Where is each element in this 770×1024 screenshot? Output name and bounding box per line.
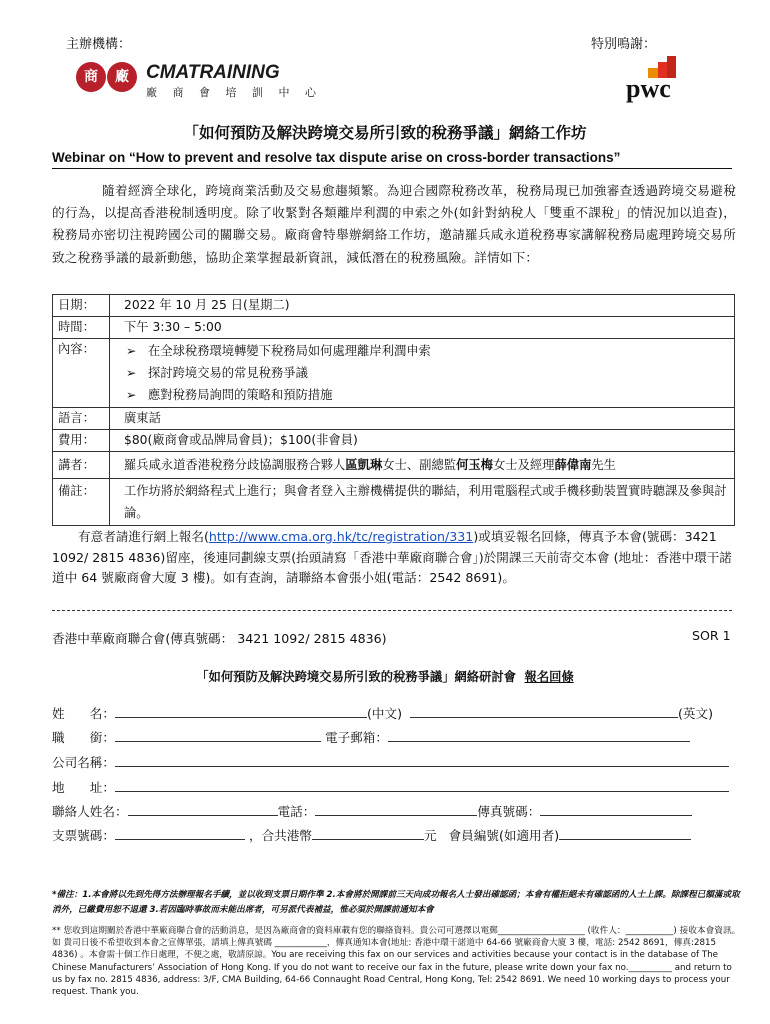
date-value: 2022 年 10 月 25 日(星期二) <box>110 295 735 317</box>
fee-label: 費用： <box>53 430 110 452</box>
fax-field[interactable] <box>540 802 692 816</box>
speaker-row <box>53 452 735 479</box>
speaker-name: 薛偉南 <box>554 458 592 472</box>
event-info-table <box>52 294 735 526</box>
title-underline <box>52 168 732 169</box>
form-title-tag: 報名回條 <box>524 670 574 684</box>
title-en: Webinar on “How to prevent and resolve tax dispute arise on cross-border transactions” <box>52 150 621 165</box>
cheque-label: 支票號碼： <box>52 828 115 843</box>
phone-label: 電話： <box>277 804 316 819</box>
company-label: 公司名稱： <box>52 755 115 770</box>
content-row <box>53 339 735 408</box>
address-row <box>52 777 729 796</box>
speaker-text: 女士及經理 <box>492 458 555 472</box>
registration-text: 有意者請進行網上報名( <box>78 529 209 544</box>
contact-row <box>52 801 692 820</box>
content-label: 內容： <box>53 339 110 408</box>
name-en-field[interactable] <box>410 704 678 718</box>
date-label: 日期： <box>53 295 110 317</box>
name-zh-field[interactable] <box>115 704 367 718</box>
remark-value: 工作坊將於網絡程式上進行；與會者登入主辦機構提供的聯結，利用電腦程式或手機移動裝置實時聽課及參與討論。 <box>110 479 735 526</box>
cheque-row <box>52 825 691 844</box>
speaker-value <box>110 452 735 479</box>
language-value: 廣東話 <box>110 408 735 430</box>
cma-seal-1: 商 <box>76 62 106 92</box>
company-row <box>52 752 729 771</box>
time-value: 下午 3:30 – 5:00 <box>110 317 735 339</box>
speaker-text: 女士、副總監 <box>382 458 457 472</box>
list-item <box>126 340 729 362</box>
remark-label: 備註： <box>53 479 110 526</box>
fee-row <box>53 430 735 452</box>
speaker-name: 區凱琳 <box>345 458 383 472</box>
speaker-text: 先生 <box>591 458 616 472</box>
title-zh: 「如何預防及解決跨境交易所引致的稅務爭議」網絡工作坊 <box>183 124 587 142</box>
pwc-logo-text: pwc <box>626 74 671 103</box>
email-field[interactable] <box>388 728 690 742</box>
name-row <box>52 703 713 722</box>
arrow-bullet-icon: ➢ <box>126 344 137 358</box>
speaker-name: 何玉梅 <box>456 458 493 472</box>
content-item-text: 在全球稅務環境轉變下稅務局如何處理離岸利潤申索 <box>148 344 431 358</box>
content-item-text: 探討跨境交易的常見稅務爭議 <box>148 366 308 380</box>
fax-line: 香港中華廠商聯合會(傳真號碼： 3421 1092/ 2815 4836) <box>52 631 387 646</box>
member-label: 會員編號(如適用者) <box>448 828 560 843</box>
cut-line <box>52 610 732 611</box>
language-label: 語言： <box>53 408 110 430</box>
intro-paragraph: 隨着經濟全球化，跨境商業活動及交易愈趨頻繁。為迎合國際稅務改革，稅務局現已加強審查透過跨境交易避稅的行為，以提高香港稅制透明度。除了收緊對各類離岸利潤的申索之外(如針對納稅人「雙重不課稅」的情況加以追查)，稅務局亦密切注視跨國公司的關聯交易。廠商會特舉辦網絡工作坊，邀請羅兵咸永道稅務專家講解稅務局處理跨境交易所致之稅務爭議的最新動態，協助企業掌握最新資訊，減低潛在的稅務風險。詳情如下： <box>52 183 736 265</box>
position-label: 職 銜： <box>52 730 115 745</box>
form-title <box>0 667 770 685</box>
registration-link[interactable]: http://www.cma.org.hk/tc/registration/331 <box>208 529 474 544</box>
list-item <box>126 384 729 406</box>
dollar-label: 元 <box>423 828 437 843</box>
content-list <box>110 339 735 408</box>
en-label: (英文) <box>678 706 714 721</box>
cma-training-logo <box>76 62 326 104</box>
position-field[interactable] <box>115 728 321 742</box>
form-code: SOR 1 <box>692 628 731 643</box>
cma-seal-2: 廠 <box>107 62 137 92</box>
note-terms: *備注：1.本會將以先到先得方法辦理報名手續，並以收到支票日期作準 2.本會將於開課前三天向成功報名人士發出確認函；本會有權拒絕未有確認函的人士上課。除課程已額滿或取消外，已繳費用恕不退還 3.若因臨時事故而未能出席者，可另派代表補益，惟必須於開課前通知本會 <box>52 890 740 915</box>
time-row <box>53 317 735 339</box>
speaker-label: 講者： <box>53 452 110 479</box>
email-label: 電子郵箱： <box>324 730 388 745</box>
list-item <box>126 362 729 384</box>
cheque-field[interactable] <box>115 826 245 840</box>
note-privacy: ** 您收到這期關於香港中華廠商聯合會的活動消息，是因為廠商會的資料庫載有您的聯絡資料。貴公司可選擇以電郵____________________ (收件人：___________) 接收本會資訊。如 貴司日後不希望收到本會之宣傳單張，請填上傳真號碼 ____________，傳真通知本會(地址: 香港中環干諾道中 64-66 號廠商會大廈 3 樓，電話: 2542 8691，傳真:2815 4836) 。本會需十個工作日處理，不便之處，敬請原諒。You are receiving this fax on our services and activities because your contact is in the database of The Chinese Manufacturers’ Association of Hong Kong. If you do not want to receive our fax in the future, please write down your fax no.__________ and return to us by fax no. 2815 4836, address: 3/F, CMA Building, 64-66 Connaught Road Central, Hong Kong, Tel: 2542 8691. We need 10 working days to process your request. Thank you. <box>52 926 741 998</box>
fee-value: $80(廠商會或品牌局會員)；$100(非會員) <box>110 430 735 452</box>
cma-logo-sub: 廠 商 會 培 訓 中 心 <box>146 86 322 99</box>
language-row <box>53 408 735 430</box>
arrow-bullet-icon: ➢ <box>126 388 137 402</box>
speaker-text: 羅兵咸永道香港稅務分歧協調服務合夥人 <box>124 458 346 472</box>
form-title-text: 「如何預防及解決跨境交易所引致的稅務爭議」網絡研討會 <box>196 670 516 684</box>
cma-logo-text: CMATRAINING <box>146 62 280 83</box>
name-label: 姓 名： <box>52 706 115 721</box>
content-item-text: 應對稅務局詢問的策略和預防措施 <box>148 388 333 402</box>
contact-field[interactable] <box>128 802 278 816</box>
thanks-label: 特別鳴謝： <box>591 37 657 52</box>
total-label: ，合共港幣 <box>248 828 312 843</box>
total-field[interactable] <box>312 826 424 840</box>
fax-label: 傳真號碼： <box>477 804 541 819</box>
contact-label: 聯絡人姓名： <box>52 804 128 819</box>
registration-text: )或填妥報名回條，傳真予本會(號碼：3421 1092/ 2815 4836)留座，後連同劃線支票(抬頭請寫「香港中華廠商聯合會」)於開課三天前寄交本會 (地址：香港中環干諾道中 64 號廠商會大廈 3 樓)。如有查詢，請聯絡本會張小姐(電話：2542 8691)。 <box>52 529 732 585</box>
time-label: 時間： <box>53 317 110 339</box>
organizer-label: 主辦機構： <box>66 37 132 52</box>
address-field[interactable] <box>115 778 729 792</box>
arrow-bullet-icon: ➢ <box>126 366 137 380</box>
remark-row <box>53 479 735 526</box>
phone-field[interactable] <box>315 802 477 816</box>
address-label: 地 址： <box>52 780 115 795</box>
company-field[interactable] <box>115 753 729 767</box>
registration-paragraph <box>52 527 736 589</box>
pwc-logo <box>620 56 690 106</box>
date-row <box>53 295 735 317</box>
member-field[interactable] <box>559 826 691 840</box>
position-row <box>52 727 690 746</box>
zh-label: (中文) <box>366 706 402 721</box>
